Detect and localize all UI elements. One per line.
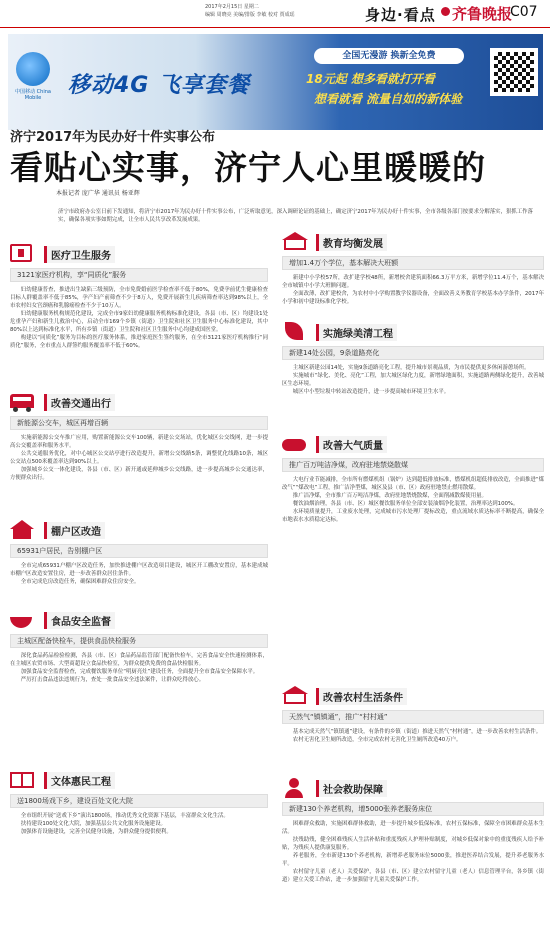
ad-line-2: 18元起 想多看就打开看 bbox=[306, 72, 435, 86]
section-paragraph: 扶持建设100处文化大院，加强基层公共文化服务设施建设。 bbox=[20, 821, 166, 827]
section-paragraph: 严厉打击食品违法违规行为，查处一批食品安全违法案件，让群众吃得放心。 bbox=[20, 677, 205, 683]
section-transport bbox=[10, 392, 268, 482]
section-paragraph: 公共交通服务优化，对中心城区公交站亭进行改造提升，新增公交线路5条，调整优化线路10条，城区公交站点500米覆盖率达到90%以上。 bbox=[10, 451, 268, 465]
section-subtitle: 新建130个养老机构，增5000张养老服务床位 bbox=[282, 802, 544, 816]
section-subtitle: 新建14处公园，9条道路亮化 bbox=[282, 346, 544, 360]
section-paragraph: 水环境质量提升，工业废水处理，完成城市污水处理厂提标改造，重点流域水质达标率不断提高，确保全市地表水水质稳定达标。 bbox=[282, 509, 544, 523]
section-paragraph: 养老服务，全市新建130个养老机构，新增养老服务床位5000张，推进医养结合发展，提升养老服务水平。 bbox=[282, 853, 544, 867]
section-subtitle: 送1800场戏下乡，建设百处文化大院 bbox=[10, 794, 268, 808]
ad-line-3: 想看就看 流量自如的新体验 bbox=[314, 92, 463, 106]
china-mobile-logo bbox=[14, 52, 52, 102]
ad-slogan: 全国无漫游 换新全免费 bbox=[314, 48, 464, 64]
article-headline: 看贴心实事，济宁人心里暖暖的 bbox=[10, 148, 486, 187]
advertisement-banner bbox=[8, 34, 543, 130]
school-icon bbox=[282, 232, 308, 252]
section-paragraph: 农村无害化卫生厕所改造，全市完成农村无害化卫生厕所改造40万户。 bbox=[292, 737, 462, 743]
section-housing bbox=[10, 520, 268, 586]
section-paragraph: 全市完成65931户棚户区改造任务，加快推进棚户区改造项目建设，城区开工棚改安置房，基本建成城市棚户区改造安置住房，进一步改善群众居住条件。 bbox=[10, 563, 268, 577]
qr-code-icon bbox=[490, 48, 538, 96]
section-paragraph: 全面改薄，改扩建校舍，为农村中小学购置教学仪器设备，全面改善义务教育学校基本办学条件，2017年小学和初中建设标准化学校。 bbox=[282, 291, 544, 305]
section-subtitle: 65931户居民，告别棚户区 bbox=[10, 544, 268, 558]
section-culture bbox=[10, 770, 268, 836]
ad-title: 移动4G 飞享套餐 bbox=[68, 73, 251, 98]
section-paragraph: 妇幼健康普查，推进出生缺陷三级预防，全市免费婚前医学检查率不低于80%，免费孕前优生健康检查目标人群覆盖率不低于85%，孕产妇产前筛查不少于8万人，免费开展新生儿疾病筛查率达到98%以上，全市农村妇女宫颈癌和乳腺癌检查不少于10万人。 bbox=[10, 287, 268, 309]
section-food bbox=[10, 610, 268, 684]
section-social bbox=[282, 778, 544, 884]
section-paragraph: 餐饮油烟治理，各县（市、区）城区餐饮服务单位全部安装油烟净化装置，治理率达到100%。 bbox=[292, 501, 519, 507]
masthead bbox=[0, 0, 550, 28]
section-paragraph: 妇幼健康服务机构规范化建设，完成全市9家妇幼健康服务机构标准化建设，各县（市、区）均建设1处危重孕产妇和新生儿救治中心，启动全市169个乡镇（街道）卫生院和社区卫生服务中心标准化建设，其中80%以上达到标准化水平，所有乡镇（街道）卫生院和社区卫生服务中心均建成国医堂。 bbox=[10, 311, 268, 333]
section-rural bbox=[282, 686, 544, 744]
section-title: 医疗卫生服务 bbox=[44, 246, 115, 263]
section-paragraph: 城区中小型垃圾中转站改造提升，进一步提高城市环境卫生水平。 bbox=[292, 389, 450, 395]
section-title: 棚户区改造 bbox=[44, 522, 105, 539]
newspaper-logo-icon bbox=[441, 7, 450, 16]
section-paragraph: 加强城乡公交一体化建设，各县（市、区）新开通或延伸城乡公交线路，进一步提高城乡公交通达率，方便群众出行。 bbox=[10, 467, 268, 481]
section-paragraph: 扶残助残，健全困难残疾人生活补贴和重度残疾人护理补贴制度，对城乡低保对象中的重度残疾人给予补贴，为残疾人提供康复服务。 bbox=[282, 837, 544, 851]
section-title: 食品安全监督 bbox=[44, 612, 115, 629]
section-subtitle: 3121家医疗机构，享“同质化”服务 bbox=[10, 268, 268, 282]
section-paragraph: 全市完成危房改造任务，确保困难群众住房安全。 bbox=[20, 579, 140, 585]
masthead-editors: 编辑 周晓亮 美编/排版 李敏 校对 贾成瑶 bbox=[205, 12, 295, 18]
village-house-icon bbox=[282, 686, 308, 706]
section-paragraph: 加强体育设施建设，完善全民健身设施，为群众健身提供便利。 bbox=[20, 829, 172, 835]
section-title: 教育均衡发展 bbox=[316, 234, 387, 251]
house-icon bbox=[10, 520, 36, 540]
china-mobile-logo-icon bbox=[16, 52, 50, 86]
section-medical bbox=[10, 244, 268, 350]
section-paragraph: 农村留守儿童（老人）关爱保护，各县（市、区）建立农村留守儿童（老人）信息管理平台，各乡镇（街道）建立关爱工作站，进一步加强留守儿童关爱保护工作。 bbox=[282, 869, 544, 883]
section-green bbox=[282, 322, 544, 396]
article-kicker: 济宁2017年为民办好十件实事公布 bbox=[10, 130, 216, 145]
section-title: 改善大气质量 bbox=[316, 436, 387, 453]
section-paragraph: 主城区新建公园14处，实施9条道路亮化工程，提升城市景观品质，为市民提供更多休闲游憩场所。 bbox=[292, 365, 530, 371]
section-paragraph: 构建以“同质化”服务为目标的医疗服务体系，推进家庭医生签约服务，在全市3121家医疗机构推行“同质化”服务，全市重点人群签约服务覆盖率不低于60%。 bbox=[10, 335, 268, 349]
section-air bbox=[282, 434, 544, 524]
medical-box-icon bbox=[10, 244, 36, 264]
cloud-icon bbox=[282, 434, 308, 454]
section-paragraph: 困难群众救助，实施困难群体救助，进一步提升城乡低保标准，农村五保标准，保障全市困难群众基本生活。 bbox=[282, 821, 544, 835]
person-icon bbox=[282, 778, 308, 798]
section-paragraph: 实施城市“绿化、美化、亮化”工程，加大城区绿化力度，新增绿地面积，实施道路两侧绿化提升，改善城区生态环境。 bbox=[282, 373, 544, 387]
section-title: 社会救助保障 bbox=[316, 780, 387, 797]
section-paragraph: 基本完成天然气“镇镇通”建设，有条件的乡镇（街道）推进天然气“村村通”，进一步改善农村生活条件。 bbox=[292, 729, 542, 735]
book-icon bbox=[10, 770, 36, 790]
section-subtitle: 新能源公交车，城区再增百辆 bbox=[10, 416, 268, 430]
section-education bbox=[282, 232, 544, 306]
section-paragraph: 推广洁净煤，全市推广百万吨洁净煤，改府驻地禁烧散煤，全面削减散煤使用量。 bbox=[292, 493, 487, 499]
section-title: 文体惠民工程 bbox=[44, 772, 115, 789]
newspaper-name: 齐鲁晚报 bbox=[452, 5, 513, 23]
masthead-meta bbox=[205, 3, 365, 19]
section-name: 身边·看点 bbox=[365, 6, 436, 24]
article-lead: 济宁市政府办公室日前下发通知，将济宁市2017年为民办好十件实事公布，广泛听取意见，深入调研论证的基础上，确定济宁2017年为民办好十件实事，全市各级各部门按要求分解落实，狠抓工作落实，确保各项实事如期完成，让全市人民共享改革发展成果。 bbox=[58, 209, 533, 223]
section-title: 实施绿美清工程 bbox=[316, 324, 397, 341]
ad-brand-sub: 中国移动 China Mobile bbox=[15, 89, 51, 101]
bus-icon bbox=[10, 392, 36, 412]
section-paragraph: 新建中小学校57所，改扩建学校48所，新增校舍建筑面积66.3万平方米，新增学位11.4万个，基本解决全市城镇中小学大班额问题。 bbox=[282, 275, 544, 289]
section-paragraph: 深化食品药品检验检测，各县（市、区）食品药品监管部门配备快检车，完善食品安全快速检测体系，在主城区农贸市场、大型商超设立食品快检室，为群众提供免费的食品快检服务。 bbox=[10, 653, 268, 667]
section-paragraph: 实施新能源公交车推广应用，购置新能源公交车100辆，新建公交场站，优化城区公交线网，进一步提高公交覆盖率和服务水平。 bbox=[10, 435, 268, 449]
section-subtitle: 主城区配备快检车，提供食品快检服务 bbox=[10, 634, 268, 648]
food-bowl-icon bbox=[10, 610, 36, 630]
section-subtitle: 增加1.4万个学位，基本解决大班额 bbox=[282, 256, 544, 270]
masthead-date: 2017年2月15日 星期二 bbox=[205, 4, 259, 10]
section-subtitle: 天然气“镇镇通”，推广“村村通” bbox=[282, 710, 544, 724]
article-byline: 本报记者 庞广华 通讯员 杨亚辉 bbox=[56, 190, 140, 197]
section-paragraph: 全市组织开展“送戏下乡”演出1800场，推动优秀文化资源下基层，丰富群众文化生活。 bbox=[20, 813, 229, 819]
section-paragraph: 大电行业节能减排，全市所有燃煤机组（锅炉）达到超低排放标准，燃煤机组超低排放改造，全面推进“煤改气”“煤改电”工程，推广洁净型煤，城区及县（市、区）政府驻地禁止燃用散煤。 bbox=[282, 477, 544, 491]
section-paragraph: 加强食品安全监督检查，完成餐饮服务单位“明厨亮灶”建设任务，全面提升全市食品安全保障水平。 bbox=[20, 669, 259, 675]
section-title: 改善交通出行 bbox=[44, 394, 115, 411]
section-title: 改善农村生活条件 bbox=[316, 688, 407, 705]
page-number: C07 bbox=[510, 4, 538, 20]
section-subtitle: 推广百万吨洁净煤，改府驻地禁烧散煤 bbox=[282, 458, 544, 472]
leaf-icon bbox=[282, 322, 308, 342]
